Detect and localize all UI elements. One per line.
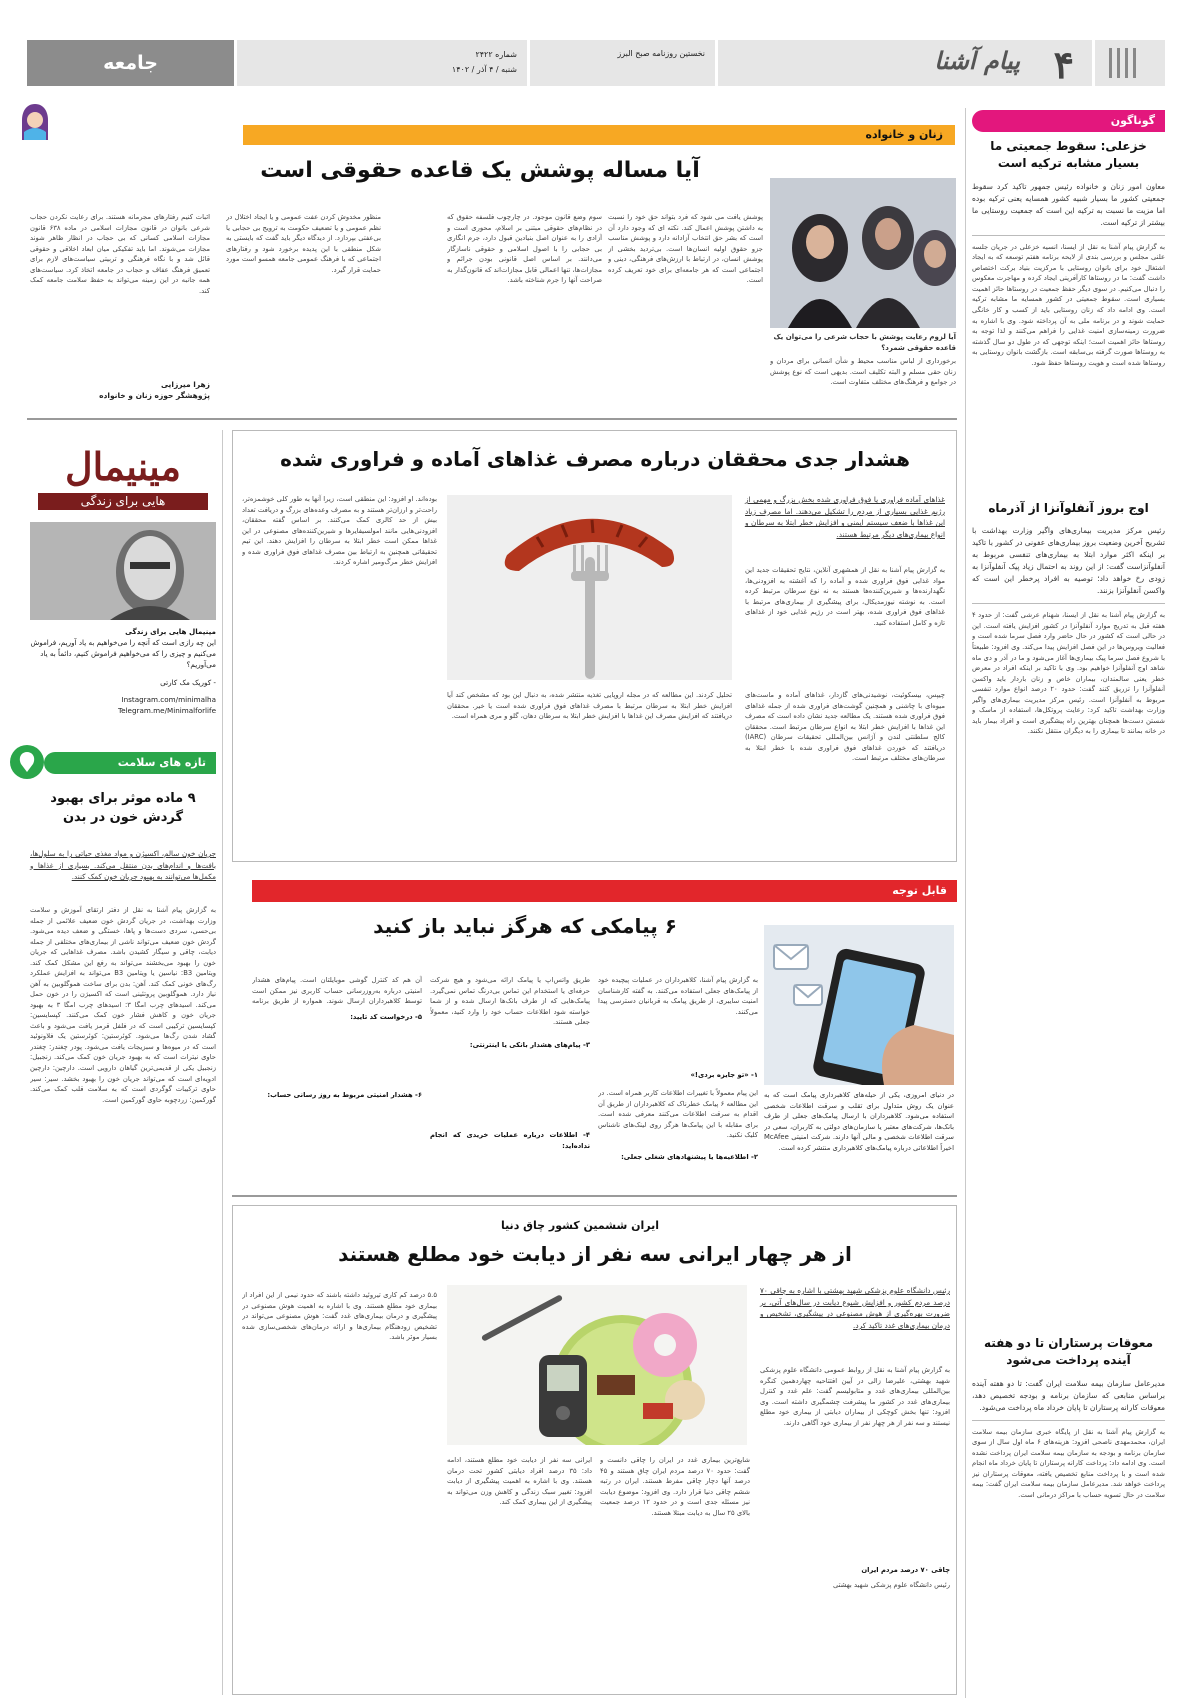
- food-body-col-3: تحلیل کردند. این مطالعه که در مجله اروپایی تغذیه منتشر شده، به دنبال این بود که مشخص کند آیا افزایش خطر ابتلا به سرطان مرتبط با مصرف غذاهای فوق فراوری شده است یا خیر. محققان دریافتند که افزایش مصرف این غذاها با افزایش خطر ابتلا به سرطان دهان، گلو و مری همراه است.: [447, 691, 732, 721]
- diabetes-body-col-4: ۵.۵ درصد کم کاری تیروئید داشته باشند که حدود نیمی از این افراد از بیماری خود مطلع هستند. وی با اشاره به اهمیت هوش مصنوعی در پیشگیری و درمان بیماری‌های غدد گفت: هوش مصنوعی می‌تواند در تشخیص زودهنگام بیماری‌ها و ارائه درمان‌های شخصی‌سازی شده بسیار موثر باشد.: [242, 1291, 437, 1342]
- attention-headline: ۶ پیامکی که هرگز نباید باز کنید: [373, 914, 677, 938]
- attention-lead: به گزارش پیام آشنا، کلاهبرداران در عملیات پیچیده خود از پیامک‌های جعلی استفاده می‌کنند. به گفته کارشناسان امنیت سایبری، از طریق پیامک به قربانیان دسترسی پیدا می‌کنند.: [598, 976, 758, 1016]
- health-icon: [8, 742, 46, 782]
- page-number: ۴: [1053, 42, 1074, 87]
- diabetes-lead-text: رئیس دانشگاه علوم پزشکی شهید بهشتی با اشاره به چاقی ۷۰ درصد مردم کشور و افزایش شیوع دیابت در سال‌های آتی، بر ضرورت بهره‌گیری از هوش مصنوعی در پیشگیری، تشخیص و درمان بیماری‌های غدد تاکید کرد.: [760, 1286, 950, 1331]
- attention-body-1: این پیام معمولاً با تغییرات اطلاعات کاربر همراه است. در این مطالعه ۶ پیامک خطرناک که کلاهبرداران از طریق آن اقدام به سرقت اطلاعات می‌کنند معرفی شده است. برای مقابله با این پیامک‌ها هرگز روی لینک‌های ناشناس کلیک نکنید.: [598, 1089, 758, 1140]
- attention-sub-2: ۲- اطلاعیه‌ها یا پیشنهادهای شغلی جعلی:: [621, 1153, 758, 1161]
- health-headline: ۹ ماده موثر برای بهبود گردش خون در بدن: [50, 791, 196, 825]
- diabetes-subhead: چاقی ۷۰ درصد مردم ایران: [861, 1566, 950, 1574]
- attention-label-bar: [252, 880, 957, 902]
- food-headline: هشدار جدی محققان درباره مصرف غذاهای آماده و فراوری شده: [280, 447, 910, 471]
- section-divider-2: [232, 1195, 957, 1197]
- author-portrait: [30, 522, 216, 620]
- phone-photo: [764, 925, 954, 1085]
- women-author: [30, 380, 210, 402]
- women-body-col-2: سوم وضع قانون موجود. در چارچوب فلسفه حقوق که در نظام‌های حقوقی مبتنی بر اسلام، محوری است و آزادی را به عنوان اصل بنیادین قبول دارد، جرم انگاری بی حجابی را با اصول اسلامی و حقوقی ناسازگار می‌دانند. بر اساس اصل قانونی بودن جرائم و مجازات‌ها، تنها اعمالی قابل مجازات‌اند که قانون‌گذار به صراحت آنها را جرم شناخته باشد.: [447, 213, 602, 285]
- issue-number: شماره ۲۴۲۲: [475, 50, 517, 59]
- diabetes-tail: رئیس دانشگاه علوم پزشکی شهید بهشتی: [833, 1581, 950, 1589]
- story-1-title: خزعلی: سقوط جمعیتی ما بسیار مشابه ترکیه است: [990, 139, 1147, 171]
- diabetes-body-col-2: شایع‌ترین بیماری غدد در ایران را چاقی دانست و گفت: حدود ۷۰ درصد مردم ایران چاق هستند و ۴۵ درصد آنها دچار چاقی مفرط هستند. ایران در رتبه ششم چاقی دنیا قرار دارد. وی افزود: موضوع دیابت نیز مسئله جدی است و در حدود ۱۲ درصد جمعیت بالای ۲۵ سال به دیابت مبتلا هستند.: [600, 1456, 750, 1517]
- women-family-label: [243, 125, 955, 145]
- decorative-bars: [1095, 40, 1165, 86]
- author-role: پژوهشگر حوزه زنان و خانواده: [99, 390, 210, 400]
- women-family-label-text: زنان و خانواده: [865, 128, 943, 141]
- diabetes-kicker: ایران ششمین کشور چاق دنیا: [500, 1219, 660, 1232]
- attention-label-text: قابل توجه: [892, 884, 947, 897]
- women-photo: [770, 178, 956, 328]
- women-body-col-4: اثبات کنیم رفتارهای مجرمانه هستند. برای رعایت نکردن حجاب شرعی بانوان در قانون مجازات اسلامی در ماده ۶۳۸ قانون مجازات اسلامی کسانی که بی حجاب در انظار ظاهر شوند مجازات می‌شوند. اما باید تفکیکی میان ابعاد اخلاقی و حقوقی قائل شد و با نگاه فرهنگی و تربیتی سیاست‌های لازم برای تعمیق فرهنگ عفاف و حجاب در جامعه اتخاذ کرد. سیاست‌های همه جانبه در این زمینه می‌تواند به حفظ سلامت جامعه کمک کند.: [30, 213, 210, 295]
- attention-sub-1: ۱- «تو جایزه بردی!»: [690, 1071, 758, 1079]
- newspaper-logo: [718, 40, 1092, 86]
- attention-body-3: آن هم کد کنترل گوشی موبایلتان است. پیام‌های هشدار امنیتی درباره به‌روزرسانی حساب کاربری نیز ممکن است توسط کلاهبرداران ارسال شوند. همواره از طریق برنامه: [252, 976, 422, 1006]
- diabetes-lead: [760, 1285, 950, 1332]
- health-label-text: تازه های سلامت: [117, 756, 206, 769]
- minimal-quote-author: - کوریک مک کارتی: [160, 677, 216, 687]
- women-body-col-1: پوشش یافت می شود که فرد بتواند حق خود را نسبت به داشتن پوشش اعمال کند. نکته ای که وجود دارد آن است که بشر حق انتخاب آزادانه دارد و پوشش مناسب جزو حقوق اولیه انسان‌ها است. بی‌تردید بخشی از پوشش انسان، در ارتباط با ارزش‌های فرهنگی، دینی و اجتماعی است که هر جامعه‌ای برای خود تعریف کرده است.: [608, 213, 763, 285]
- story-2-lead: رئیس مرکز مدیریت بیماری‌های واگیر وزارت بهداشت با تشریح آخرین وضعیت بروز بیماری‌های عفونی در کشور با تاکید بر اینکه اکثر موارد ابتلا به بیماری‌های تنفسی مربوط به آنفلوآنزاست گفت: از این روند به احتمال زیاد پیک آنفلوآنزا به زودی رخ خواهد داد؛ توصیه به افراد پرخطر این است که واکسن آنفلوآنزا بزنند.: [972, 525, 1165, 604]
- minimal-caption-title: مینیمال هایی برای زندگی: [125, 627, 216, 636]
- diabetes-body-col-1: به گزارش پیام آشنا به نقل از روابط عمومی دانشگاه علوم پزشکی شهید بهشتی، علیرضا زالی در آیین افتتاحیه چهاردهمین کنگره بین‌المللی بیماری‌های غدد و متابولیسم گفت: علم غدد و کنترل بیماری‌های غدد در کشور ما پیشرفت چشمگیری داشته است. وی افزود: تنها بخش کوچکی از بیماران دیابتی از بیماری خود مطلع نیستند و سه نفر از هر چهار نفر از بیماری خود آگاهی دارند.: [760, 1366, 950, 1427]
- gunagun-label-text: گوناگون: [1110, 114, 1155, 127]
- gunagun-label: [972, 110, 1165, 132]
- diabetes-headline: از هر چهار ایرانی سه نفر از دیابت خود مطلع هستند: [338, 1242, 852, 1266]
- gunagun-story-1: [972, 138, 1165, 432]
- gunagun-story-2: [972, 500, 1165, 1250]
- minimal-instagram-link[interactable]: Instagram.com/minimalha: [121, 694, 216, 704]
- women-body-col-3: منظور مخدوش کردن عفت عمومی و یا ایجاد اختلال در نظم عمومی و یا تضعیف حکومت به ترویج بی حجابی یا بی‌عفتی بپردازد. از دیدگاه دیگر باید گفت که بایستی به شکل منطقی با این پدیده برخورد شود و رفتارهای اجتماعی که با فرهنگ عمومی جامعه همسو است مورد حمایت قرار گیرد.: [226, 213, 381, 274]
- food-lead: [745, 494, 945, 541]
- minimal-caption: [30, 626, 216, 716]
- health-label: [44, 752, 216, 774]
- food-body-col-1: به گزارش پیام آشنا به نقل از همشهری آنلاین، نتایج تحقیقات جدید این مواد غذایی فوق فراوری شده و آماده را که آغشته به افزودنی‌ها، نگهدارنده‌ها و شیرین‌کننده‌ها هستند به نه نوع سرطان مرتبط کرده است. به نوشته نیوزمدیکال، برای پیشگیری از بیماری‌های مرتبط با غذاهای فوق فراوری شده، بهتر است در رژیم غذایی خود از غذاهای تازه و کامل استفاده کنید.: [745, 566, 945, 627]
- section-title: جامعه: [27, 40, 234, 86]
- women-photo-caption-body: برخورداری از لباس مناسب محیط و شأن انسانی برای مردان و زنان حقی مسلم و البته تکلیف است. بدیهی است که نوع پوشش در جوامع و فرهنگ‌های مختلف متفاوت است.: [770, 357, 956, 387]
- attention-body-2: طریق واتس‌اپ یا پیامک ارائه می‌شود و هیچ شرکت حرفه‌ای یا استخدام این تماس بی‌درنگ تماس نمی‌گیرد. پیامک‌هایی که از طرف بانک‌ها ارسال شده و از شما خواسته شود اطلاعات حساب خود را وارد کنید، معمولاً جعلی هستند.: [430, 976, 590, 1027]
- attention-sub-5: ۵- درخواست کد تایید:: [350, 1013, 422, 1021]
- minimal-logo: [30, 443, 216, 517]
- attention-sub-3: ۳- پیام‌های هشدار بانکی یا اینترنتی:: [469, 1041, 590, 1049]
- minimal-quote: این چه رازی است که آنچه را می‌خواهیم به یاد آوریم، فراموش می‌کنیم و چیزی را که می‌خواهیم فراموش کنیم، دائماً به یاد می‌آوریم؟: [30, 638, 216, 670]
- health-lead-text: جریان خون سالم، اکسیژن و مواد مغذی حیاتی را به سلول‌ها، بافت‌ها و اندام‌های بدن منتقل می‌کند. بسیاری از غذاها و مکمل‌ها می‌توانند به بهبود جریان خون کمک کنند.: [30, 849, 216, 882]
- issue-info: [237, 40, 527, 86]
- food-body-col-2: چیپس، بیسکوئیت، نوشیدنی‌های گازدار، غذاهای آماده و ماست‌های میوه‌ای با چاشنی و همچنین گوشت‌های فراوری شده از جمله غذاهای فوق فراوری شده هستند. یک مطالعه جدید نشان داده است که مصرف این غذاها با افزایش خطر ابتلا به انواع سرطان مرتبط است. محققان کالج سلطنتی لندن و آژانس بین‌المللی تحقیقات سرطان (IARC) دریافتند که خوردن غذاهای فوق فراوری شده با خطر ابتلا به سرطان‌های مختلف مرتبط است.: [745, 691, 945, 763]
- sausage-photo: [447, 495, 732, 680]
- minimal-title: مینیمال: [65, 444, 181, 489]
- health-body: به گزارش پیام آشنا به نقل از دفتر ارتقای آموزش و سلامت وزارت بهداشت، در جریان گردش خون ضعیف علائمی از جمله بی‌حسی، سردی دست‌ها و پاها، خستگی و ضعف دیده می‌شود. گردش خون ضعیف می‌تواند ناشی از بیماری‌های مختلفی از جمله دیابت، چاقی و سیگار کشیدن باشد. مصرف غذاهایی که جریان خون را بهبود می‌بخشند می‌تواند به رفع این مشکل کمک کند. ویتامین B3: نیاسین یا ویتامین B3 می‌تواند به افزایش عملکرد رگ‌های خونی کمک کند. آهن: بدن برای ساخت هموگلوبین به آهن نیاز دارد. هموگلوبین پروتئینی است که اکسیژن را در خون حمل می‌کند. اسیدهای چرب امگا ۳: اسیدهای چرب امگا ۳ به بهبود جریان خون و کاهش فشار خون کمک می‌کنند. کپسایسین: کپسایسین ترکیبی است که در فلفل قرمز یافت می‌شود و باعث گشاد شدن رگ‌ها می‌شود. کوئرستین: کوئرستین یک فلاونوئید است که در میوه‌ها و سبزیجات یافت می‌شود. پودر چغندر: چغندر حاوی نیترات است که به بهبود جریان خون کمک می‌کند. زنجبیل: زنجبیل یکی از قدیمی‌ترین گیاهان دارویی است. دارچین: دارچین ادویه‌ای است که می‌تواند جریان خون را بهبود بخشد. سیر: سیر حاوی ترکیبات گوگردی است که به سلامت قلب کمک می‌کند. گورکمین: زردچوبه حاوی گورکمین است.: [30, 906, 216, 1104]
- donut-glucometer-photo: [447, 1285, 747, 1445]
- women-photo-caption-title: آیا لزوم رعایت پوشش با حجاب شرعی را می‌توان یک قاعده حقوقی شمرد؟: [773, 333, 956, 352]
- attention-caption: در دنیای امروزی، یکی از حیله‌های کلاهبرداری پیامک است که به عنوان یک روش متداول برای تقلب و سرقت اطلاعات شخصی استفاده می‌شود. کلاهبرداران با ارسال پیامک‌های جعلی از طرف بانک‌ها، شرکت‌های معتبر یا سازمان‌های دولتی به کاربران، سعی در سرقت اطلاعات شخصی و مالی آنها دارند. شرکت امنیتی McAfee اخیراً اطلاعاتی درباره پیامک‌های کلاهبرداری منتشر کرده است.: [764, 1091, 954, 1152]
- diabetes-body-col-3: ایرانی سه نفر از دیابت خود مطلع هستند، ادامه داد: ۳۵ درصد افراد دیابتی کشور تحت درمان هستند. وی با اشاره به اهمیت پیشگیری از دیابت افزود: تغییر سبک زندگی و کاهش وزن می‌تواند به پیشگیری از این بیماری کمک کند.: [447, 1456, 592, 1507]
- health-lead: [30, 848, 216, 883]
- food-lead-text: غذاهای آماده فراوری یا فوق فراوری شده بخش بزرگ و مهمی از رژیم غذایی بسیاری از مردم را تشکیل می‌دهند. اما مصرف زیاد این غذاها با ضعف سیستم ایمنی و افزایش خطر ابتلا به سرطان و انواع بیماری‌های دیگر مرتبط هستند.: [745, 495, 945, 540]
- story-3-lead: مدیرعامل سازمان بیمه سلامت ایران گفت: تا دو هفته آینده براساس منابعی که سازمان برنامه و بودجه تخصیص دهد، معوقات کارانه پرستاران تا پایان خرداد ماه پرداخت می‌شود.: [972, 1378, 1165, 1421]
- minimal-telegram-link[interactable]: Telegram.me/Minimalforlife: [117, 705, 216, 715]
- newspaper-slogan: نخستین روزنامه صبح البرز: [530, 40, 715, 86]
- women-family-icon: [18, 102, 52, 142]
- story-1-body: به گزارش پیام آشنا به نقل از ایسنا، انسیه خزعلی در جریان جلسه علنی مجلس و بررسی بندی از لایحه برنامه هفتم توسعه که به ایجاد اشتغال خود برای بانوان روستایی با مرکزیت بنیاد برکت اختصاص داشت گفت: ما در روستاها کارآفرینی ایجاد کرده و مهاجرت معکوس را دنبال می‌کنیم. در سوی دیگر حفظ جمعیت در روستاها حائز اهمیت بسیاری است. سقوط جمعیتی در کشور همسایه ما مشابه ترکیه است. وی ادامه داد که زنان روستایی باید از کسب و کار خانگی حمایت شوند و در برنامه ملی به آن پرداخته شود. وی با اشاره به ضرورت زمینه‌سازی امنیت غذایی را فراهم می‌کنند و لذا توجه به روستاها حائز اهمیت است؛ اینکه توجهی که در طول دو سال گذشته به روستاها صورت گرفته بی‌سابقه است. بازگشت بانوان روستایی به روستاها شده است و هویت روستاها حفظ شود.: [972, 242, 1165, 367]
- story-2-title: اوج بروز آنفلوآنزا از آذرماه: [988, 501, 1149, 515]
- gunagun-story-3: [972, 1335, 1165, 1647]
- story-2-body: به گزارش پیام آشنا به نقل از ایسنا، شهنام عرشی گفت: از حدود ۴ هفته قبل به تدریج موارد آنفلوآنزا در کشور افزایش یافته است. این در حالی است که کشور در حال حاضر وارد فصل سرما شده است و فعالیت ویروس‌ها در این فصل افزایش پیدا می‌کند. وی افزود: طبیعتاً با شروع فصل سرما پیک بیماری‌ها آغاز می‌شود و ما در آذر و دی ماه شاهد اوج آنفلوآنزا خواهیم بود. وی با تاکید بر اینکه افراد در معرض خطر یعنی سالمندان، بیماران خاص و زنان باردار باید واکسن آنفلوآنزا را تزریق کنند گفت: حدود ۲۰ درصد انواع موارد تنفسی مربوط به آنفلوآنزا است. رئیس مرکز مدیریت بیماری‌های واگیر وزارت بهداشت تاکید کرد: رعایت پروتکل‌ها، استفاده از ماسک و شستن دست‌ها همچنان بهترین راه پیشگیری است و افراد بیمار باید در خانه بمانند تا بیماری را به دیگران منتقل نکنند.: [972, 611, 1165, 736]
- story-3-body: به گزارش پیام آشنا به نقل از پایگاه خبری سازمان بیمه سلامت ایران، محمدمهدی ناصحی افزود: هزینه‌های ۶ ماه اول سال از سوی سازمان برنامه و بودجه به سازمان بیمه سلامت ایران پرداخت نشده است. وی ادامه داد: پرداخت کارانه پرستاران تا پایان خرداد ماه انجام شده است و با پرداخت منابع تخصیص یافته، معوقات پرستاران نیز پرداخت خواهد شد. مدیرعامل سازمان بیمه سلامت ایران گفت: بیمه سلامت در حال تسویه حساب با مراکز درمانی است.: [972, 1427, 1165, 1499]
- minimal-subtitle: هایی برای زندگی: [38, 493, 208, 510]
- column-divider-left: [222, 430, 223, 1695]
- section-divider: [27, 418, 957, 420]
- food-body-col-4: بوده‌اند. او افزود: این منطقی است، زیرا آنها به طور کلی خوشمزه‌تر، راحت‌تر و ارزان‌تر هستند و به مصرف وعده‌های بزرگ و دریافت تعداد بیش از حد کالری کمک می‌کنند. بر اساس گفته محققان، افزودنی‌هایی مانند امولسیفایرها و شیرین‌کننده‌های مصنوعی در این غذاها ممکن است خطر ابتلا به سرطان را افزایش دهند. این تیم تحقیقاتی همچنین به ارتباط بین مصرف غذاهای فوق فراوری شده و افزایش خطر مرگ‌ومیر اشاره کردند.: [242, 495, 437, 567]
- attention-sub-4: ۴- اطلاعات درباره عملیات خریدی که انجام نداده‌اید:: [430, 1131, 590, 1150]
- author-name: زهرا میرزایی: [160, 380, 210, 389]
- attention-sub-6: ۶- هشدار امنیتی مربوط به روز رسانی حساب:: [267, 1091, 422, 1099]
- newspaper-name: پیام آشنا: [934, 46, 1020, 75]
- column-divider: [965, 108, 966, 1698]
- story-1-lead: معاون امور زنان و خانواده رئیس جمهور تاکید کرد سقوط جمعیتی کشور ما بسیار شبیه کشور همسایه یعنی ترکیه بوده اما مزیت ما نسبت به ترکیه این است که جمعیت روستایی ما بیشتر از ترکیه است.: [972, 181, 1165, 236]
- women-family-headline: آیا مساله پوشش یک قاعده حقوقی است: [260, 158, 700, 183]
- masthead: [27, 40, 1165, 86]
- issue-date: شنبه / ۴ آذر / ۱۴۰۲: [451, 65, 517, 74]
- story-3-title: معوقات پرستاران تا دو هفته آینده پرداخت می‌شود: [983, 1336, 1154, 1368]
